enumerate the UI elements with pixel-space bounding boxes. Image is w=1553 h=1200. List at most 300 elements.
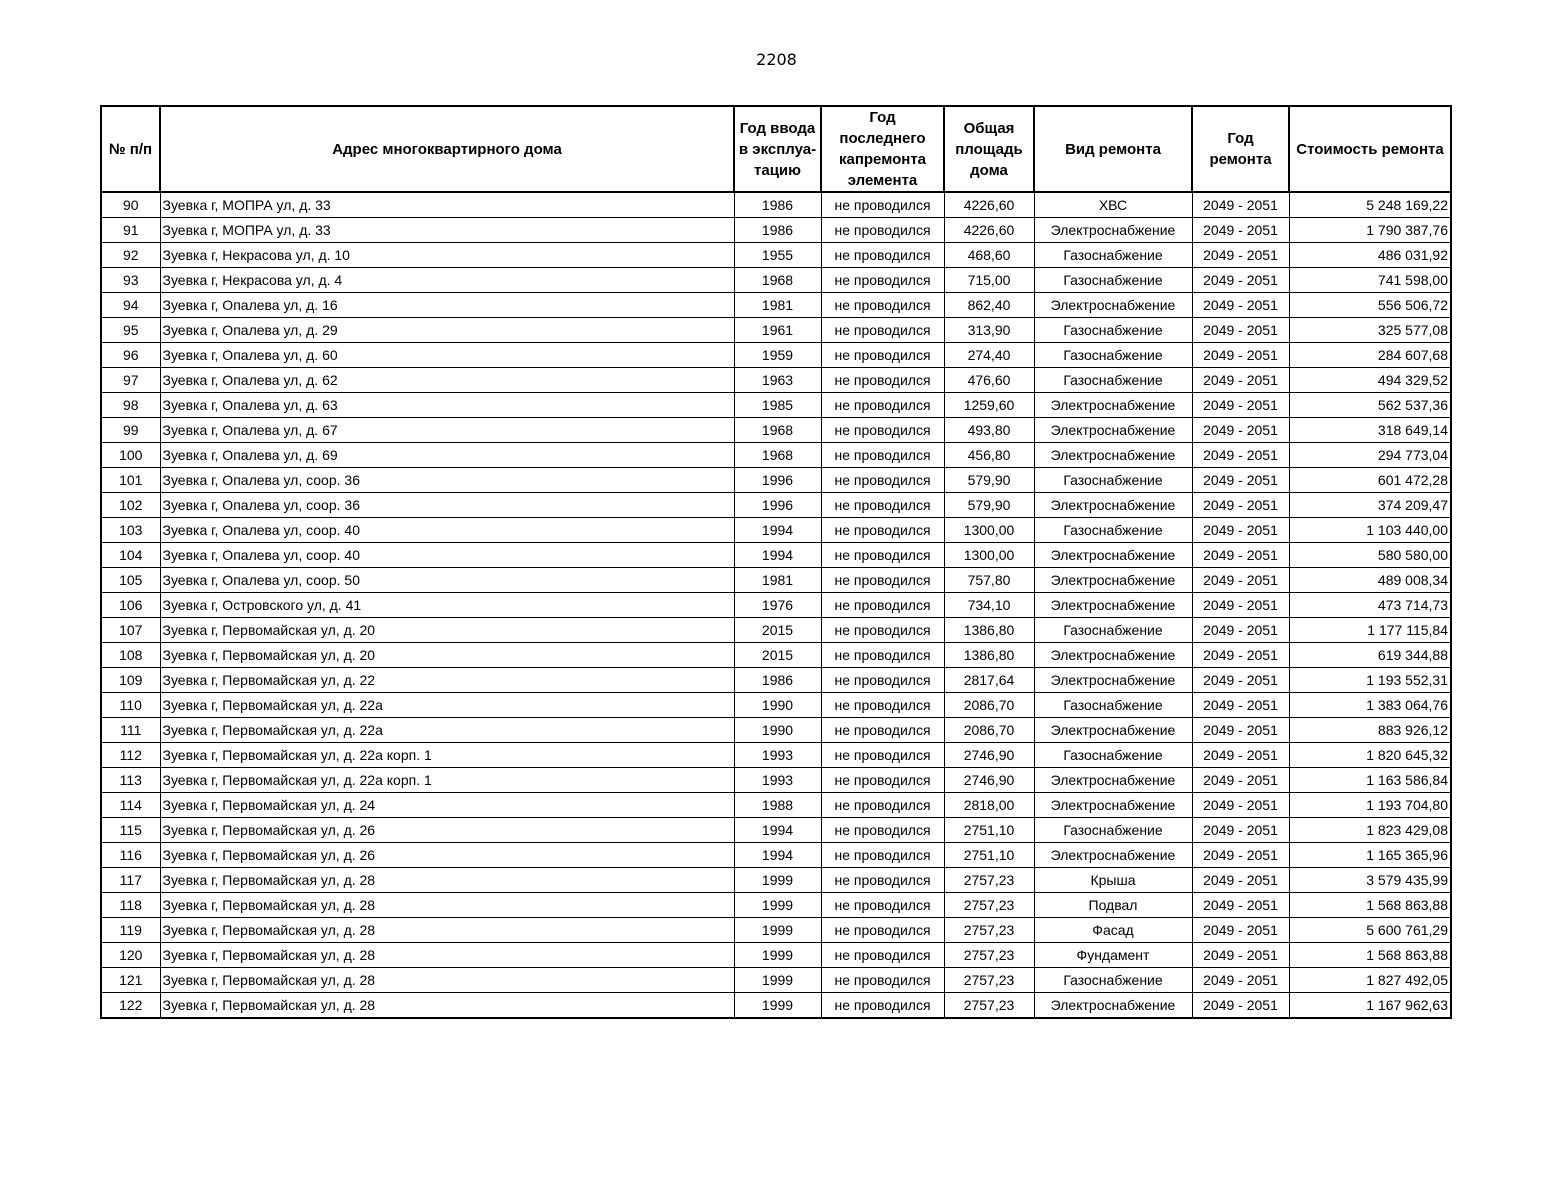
cell-year-built: 1986 [734,668,821,693]
cell-num: 121 [101,968,160,993]
cell-year-built: 1996 [734,493,821,518]
cell-repair-type: Электроснабжение [1034,593,1192,618]
cell-year-built: 1990 [734,718,821,743]
cell-num: 95 [101,318,160,343]
cell-address: Зуевка г, Первомайская ул, д. 28 [160,943,734,968]
cell-repair-period: 2049 - 2051 [1192,493,1289,518]
cell-cost: 3 579 435,99 [1289,868,1451,893]
table-row [101,343,1451,368]
cell-num: 113 [101,768,160,793]
cell-address: Зуевка г, Опалева ул, соор. 40 [160,518,734,543]
header-area: Общая площадь дома [944,106,1034,192]
cell-cost: 1 167 962,63 [1289,993,1451,1019]
cell-cost: 580 580,00 [1289,543,1451,568]
header-last-repair: Год последнего капремонта элемента [821,106,944,192]
cell-num: 96 [101,343,160,368]
cell-last-repair: не проводился [821,968,944,993]
cell-year-built: 1999 [734,993,821,1019]
cell-area: 579,90 [944,468,1034,493]
cell-last-repair: не проводился [821,393,944,418]
cell-cost: 325 577,08 [1289,318,1451,343]
cell-last-repair: не проводился [821,768,944,793]
cell-cost: 1 193 704,80 [1289,793,1451,818]
cell-year-built: 1986 [734,192,821,218]
cell-repair-type: Электроснабжение [1034,668,1192,693]
cell-cost: 601 472,28 [1289,468,1451,493]
cell-year-built: 1988 [734,793,821,818]
cell-area: 468,60 [944,243,1034,268]
cell-year-built: 1994 [734,543,821,568]
cell-year-built: 1985 [734,393,821,418]
cell-cost: 294 773,04 [1289,443,1451,468]
cell-repair-period: 2049 - 2051 [1192,943,1289,968]
cell-last-repair: не проводился [821,468,944,493]
cell-cost: 1 820 645,32 [1289,743,1451,768]
cell-year-built: 1986 [734,218,821,243]
cell-repair-type: Газоснабжение [1034,743,1192,768]
cell-num: 107 [101,618,160,643]
cell-cost: 619 344,88 [1289,643,1451,668]
cell-repair-type: Газоснабжение [1034,693,1192,718]
cell-last-repair: не проводился [821,743,944,768]
cell-num: 104 [101,543,160,568]
cell-address: Зуевка г, Опалева ул, д. 60 [160,343,734,368]
cell-year-built: 1994 [734,818,821,843]
cell-area: 757,80 [944,568,1034,593]
cell-repair-period: 2049 - 2051 [1192,243,1289,268]
cell-year-built: 1968 [734,418,821,443]
cell-repair-period: 2049 - 2051 [1192,718,1289,743]
cell-num: 114 [101,793,160,818]
cell-year-built: 1994 [734,518,821,543]
cell-cost: 494 329,52 [1289,368,1451,393]
cell-year-built: 1968 [734,443,821,468]
cell-cost: 5 600 761,29 [1289,918,1451,943]
cell-last-repair: не проводился [821,418,944,443]
cell-repair-type: Электроснабжение [1034,293,1192,318]
cell-area: 2746,90 [944,768,1034,793]
cell-last-repair: не проводился [821,843,944,868]
cell-area: 2751,10 [944,843,1034,868]
cell-year-built: 1999 [734,968,821,993]
header-cost: Стоимость ремонта [1289,106,1451,192]
cell-year-built: 1993 [734,743,821,768]
cell-last-repair: не проводился [821,543,944,568]
cell-area: 2757,23 [944,968,1034,993]
cell-num: 102 [101,493,160,518]
cell-address: Зуевка г, Первомайская ул, д. 22 [160,668,734,693]
cell-num: 94 [101,293,160,318]
cell-repair-period: 2049 - 2051 [1192,893,1289,918]
cell-repair-type: Газоснабжение [1034,518,1192,543]
cell-cost: 486 031,92 [1289,243,1451,268]
header-year-built: Год ввода в эксплуа-тацию [734,106,821,192]
cell-repair-type: Газоснабжение [1034,468,1192,493]
table-body [101,192,1451,1018]
cell-repair-period: 2049 - 2051 [1192,843,1289,868]
cell-repair-period: 2049 - 2051 [1192,393,1289,418]
cell-num: 118 [101,893,160,918]
cell-address: Зуевка г, МОПРА ул, д. 33 [160,218,734,243]
cell-area: 313,90 [944,318,1034,343]
cell-repair-period: 2049 - 2051 [1192,543,1289,568]
cell-cost: 374 209,47 [1289,493,1451,518]
cell-area: 2757,23 [944,943,1034,968]
cell-repair-period: 2049 - 2051 [1192,618,1289,643]
cell-repair-type: ХВС [1034,192,1192,218]
cell-year-built: 1999 [734,943,821,968]
cell-last-repair: не проводился [821,993,944,1019]
cell-repair-period: 2049 - 2051 [1192,518,1289,543]
cell-area: 1259,60 [944,393,1034,418]
cell-repair-type: Газоснабжение [1034,968,1192,993]
cell-last-repair: не проводился [821,668,944,693]
cell-year-built: 1976 [734,593,821,618]
table-row [101,243,1451,268]
cell-cost: 318 649,14 [1289,418,1451,443]
cell-cost: 1 177 115,84 [1289,618,1451,643]
cell-repair-type: Электроснабжение [1034,768,1192,793]
cell-year-built: 1999 [734,918,821,943]
cell-last-repair: не проводился [821,918,944,943]
cell-repair-type: Газоснабжение [1034,618,1192,643]
cell-repair-period: 2049 - 2051 [1192,818,1289,843]
cell-num: 98 [101,393,160,418]
cell-num: 112 [101,743,160,768]
cell-repair-period: 2049 - 2051 [1192,343,1289,368]
cell-area: 4226,60 [944,192,1034,218]
cell-repair-period: 2049 - 2051 [1192,368,1289,393]
cell-last-repair: не проводился [821,643,944,668]
cell-year-built: 1996 [734,468,821,493]
cell-repair-period: 2049 - 2051 [1192,468,1289,493]
table-row [101,268,1451,293]
cell-address: Зуевка г, Первомайская ул, д. 22а [160,693,734,718]
cell-cost: 1 568 863,88 [1289,943,1451,968]
cell-last-repair: не проводился [821,793,944,818]
table-row [101,543,1451,568]
cell-repair-period: 2049 - 2051 [1192,418,1289,443]
cell-last-repair: не проводился [821,518,944,543]
cell-last-repair: не проводился [821,618,944,643]
cell-last-repair: не проводился [821,443,944,468]
cell-area: 1386,80 [944,643,1034,668]
cell-area: 579,90 [944,493,1034,518]
cell-repair-type: Газоснабжение [1034,268,1192,293]
cell-address: Зуевка г, Первомайская ул, д. 26 [160,843,734,868]
cell-repair-period: 2049 - 2051 [1192,993,1289,1019]
table-row [101,643,1451,668]
cell-num: 115 [101,818,160,843]
cell-year-built: 1990 [734,693,821,718]
cell-area: 2757,23 [944,868,1034,893]
cell-num: 120 [101,943,160,968]
cell-num: 108 [101,643,160,668]
cell-num: 100 [101,443,160,468]
cell-cost: 5 248 169,22 [1289,192,1451,218]
cell-last-repair: не проводился [821,718,944,743]
table-row [101,393,1451,418]
cell-repair-type: Электроснабжение [1034,393,1192,418]
table-row [101,443,1451,468]
cell-repair-type: Газоснабжение [1034,318,1192,343]
cell-repair-type: Электроснабжение [1034,843,1192,868]
cell-area: 2757,23 [944,918,1034,943]
header-repair-period: Год ремонта [1192,106,1289,192]
table-header [101,106,1451,192]
cell-address: Зуевка г, Первомайская ул, д. 22а корп. 1 [160,768,734,793]
cell-repair-period: 2049 - 2051 [1192,793,1289,818]
cell-address: Зуевка г, Первомайская ул, д. 26 [160,818,734,843]
cell-address: Зуевка г, Первомайская ул, д. 22а корп. 1 [160,743,734,768]
cell-area: 493,80 [944,418,1034,443]
cell-year-built: 1993 [734,768,821,793]
table-row [101,943,1451,968]
cell-num: 109 [101,668,160,693]
cell-last-repair: не проводился [821,943,944,968]
table-row [101,418,1451,443]
cell-area: 715,00 [944,268,1034,293]
table-row [101,843,1451,868]
cell-repair-period: 2049 - 2051 [1192,218,1289,243]
cell-num: 93 [101,268,160,293]
cell-num: 117 [101,868,160,893]
cell-address: Зуевка г, Опалева ул, д. 69 [160,443,734,468]
cell-cost: 1 193 552,31 [1289,668,1451,693]
cell-cost: 1 790 387,76 [1289,218,1451,243]
cell-address: Зуевка г, Опалева ул, д. 16 [160,293,734,318]
cell-cost: 562 537,36 [1289,393,1451,418]
cell-address: Зуевка г, Первомайская ул, д. 28 [160,918,734,943]
table-row [101,693,1451,718]
cell-area: 2818,00 [944,793,1034,818]
cell-address: Зуевка г, Первомайская ул, д. 28 [160,968,734,993]
cell-cost: 1 165 365,96 [1289,843,1451,868]
header-row [101,106,1451,192]
cell-address: Зуевка г, Первомайская ул, д. 28 [160,993,734,1019]
cell-address: Зуевка г, Островского ул, д. 41 [160,593,734,618]
cell-num: 122 [101,993,160,1019]
cell-repair-period: 2049 - 2051 [1192,593,1289,618]
cell-repair-type: Газоснабжение [1034,818,1192,843]
cell-num: 111 [101,718,160,743]
cell-area: 2746,90 [944,743,1034,768]
cell-repair-period: 2049 - 2051 [1192,293,1289,318]
cell-area: 4226,60 [944,218,1034,243]
table-row [101,968,1451,993]
table-row [101,993,1451,1019]
cell-last-repair: не проводился [821,268,944,293]
cell-area: 2086,70 [944,693,1034,718]
cell-area: 274,40 [944,343,1034,368]
cell-repair-type: Газоснабжение [1034,368,1192,393]
cell-address: Зуевка г, Некрасова ул, д. 10 [160,243,734,268]
table-row [101,768,1451,793]
cell-area: 1300,00 [944,518,1034,543]
cell-repair-period: 2049 - 2051 [1192,868,1289,893]
table-row [101,468,1451,493]
cell-repair-period: 2049 - 2051 [1192,918,1289,943]
cell-cost: 489 008,34 [1289,568,1451,593]
cell-cost: 1 163 586,84 [1289,768,1451,793]
cell-cost: 741 598,00 [1289,268,1451,293]
cell-num: 103 [101,518,160,543]
cell-cost: 1 383 064,76 [1289,693,1451,718]
cell-address: Зуевка г, Опалева ул, соор. 50 [160,568,734,593]
cell-cost: 1 823 429,08 [1289,818,1451,843]
cell-address: Зуевка г, Опалева ул, соор. 40 [160,543,734,568]
cell-area: 456,80 [944,443,1034,468]
cell-area: 2751,10 [944,818,1034,843]
cell-last-repair: не проводился [821,893,944,918]
table-row [101,893,1451,918]
repair-schedule-table [100,105,1452,1019]
cell-num: 105 [101,568,160,593]
table-row [101,793,1451,818]
cell-address: Зуевка г, Первомайская ул, д. 28 [160,868,734,893]
cell-area: 476,60 [944,368,1034,393]
cell-repair-period: 2049 - 2051 [1192,643,1289,668]
cell-year-built: 1961 [734,318,821,343]
cell-address: Зуевка г, МОПРА ул, д. 33 [160,192,734,218]
table-row [101,368,1451,393]
cell-year-built: 2015 [734,643,821,668]
cell-repair-type: Электроснабжение [1034,568,1192,593]
page-number: 2208 [756,50,797,69]
cell-year-built: 1963 [734,368,821,393]
cell-area: 734,10 [944,593,1034,618]
cell-address: Зуевка г, Некрасова ул, д. 4 [160,268,734,293]
table-row [101,668,1451,693]
cell-repair-period: 2049 - 2051 [1192,192,1289,218]
cell-repair-period: 2049 - 2051 [1192,743,1289,768]
cell-last-repair: не проводился [821,343,944,368]
cell-address: Зуевка г, Опалева ул, соор. 36 [160,468,734,493]
cell-num: 116 [101,843,160,868]
cell-repair-period: 2049 - 2051 [1192,568,1289,593]
cell-address: Зуевка г, Первомайская ул, д. 22а [160,718,734,743]
cell-repair-type: Электроснабжение [1034,218,1192,243]
table-row [101,818,1451,843]
table-row [101,918,1451,943]
table-row [101,218,1451,243]
cell-repair-period: 2049 - 2051 [1192,768,1289,793]
table-row [101,318,1451,343]
cell-num: 99 [101,418,160,443]
cell-repair-type: Подвал [1034,893,1192,918]
cell-year-built: 1999 [734,893,821,918]
cell-area: 1300,00 [944,543,1034,568]
cell-year-built: 1955 [734,243,821,268]
cell-year-built: 1981 [734,293,821,318]
table-row [101,618,1451,643]
cell-cost: 1 827 492,05 [1289,968,1451,993]
cell-repair-type: Электроснабжение [1034,443,1192,468]
table-row [101,518,1451,543]
cell-last-repair: не проводился [821,593,944,618]
table-row [101,192,1451,218]
cell-repair-type: Электроснабжение [1034,718,1192,743]
cell-repair-type: Электроснабжение [1034,543,1192,568]
cell-last-repair: не проводился [821,192,944,218]
cell-cost: 556 506,72 [1289,293,1451,318]
table-row [101,868,1451,893]
cell-num: 97 [101,368,160,393]
cell-address: Зуевка г, Первомайская ул, д. 20 [160,618,734,643]
cell-area: 862,40 [944,293,1034,318]
table-row [101,743,1451,768]
header-address: Адрес многоквартирного дома [160,106,734,192]
cell-area: 1386,80 [944,618,1034,643]
cell-year-built: 1981 [734,568,821,593]
cell-repair-type: Крыша [1034,868,1192,893]
cell-repair-type: Электроснабжение [1034,418,1192,443]
cell-last-repair: не проводился [821,693,944,718]
cell-repair-period: 2049 - 2051 [1192,443,1289,468]
cell-year-built: 1968 [734,268,821,293]
cell-repair-type: Электроснабжение [1034,643,1192,668]
cell-num: 91 [101,218,160,243]
cell-year-built: 1994 [734,843,821,868]
table-row [101,293,1451,318]
cell-cost: 473 714,73 [1289,593,1451,618]
table-row [101,493,1451,518]
cell-area: 2817,64 [944,668,1034,693]
cell-repair-period: 2049 - 2051 [1192,268,1289,293]
cell-num: 92 [101,243,160,268]
cell-repair-type: Электроснабжение [1034,493,1192,518]
cell-year-built: 1999 [734,868,821,893]
cell-cost: 883 926,12 [1289,718,1451,743]
cell-address: Зуевка г, Опалева ул, соор. 36 [160,493,734,518]
cell-last-repair: не проводился [821,243,944,268]
cell-cost: 284 607,68 [1289,343,1451,368]
cell-repair-period: 2049 - 2051 [1192,318,1289,343]
cell-repair-type: Фундамент [1034,943,1192,968]
cell-last-repair: не проводился [821,868,944,893]
cell-area: 2757,23 [944,993,1034,1019]
cell-num: 101 [101,468,160,493]
header-num: № п/п [101,106,160,192]
cell-num: 110 [101,693,160,718]
table-row [101,718,1451,743]
cell-year-built: 1959 [734,343,821,368]
cell-year-built: 2015 [734,618,821,643]
cell-num: 90 [101,192,160,218]
cell-last-repair: не проводился [821,293,944,318]
cell-last-repair: не проводился [821,318,944,343]
table-row [101,568,1451,593]
cell-last-repair: не проводился [821,368,944,393]
cell-last-repair: не проводился [821,568,944,593]
cell-repair-type: Фасад [1034,918,1192,943]
cell-cost: 1 103 440,00 [1289,518,1451,543]
cell-num: 119 [101,918,160,943]
cell-repair-type: Электроснабжение [1034,793,1192,818]
cell-address: Зуевка г, Первомайская ул, д. 20 [160,643,734,668]
cell-address: Зуевка г, Опалева ул, д. 63 [160,393,734,418]
cell-repair-period: 2049 - 2051 [1192,668,1289,693]
cell-last-repair: не проводился [821,493,944,518]
cell-address: Зуевка г, Первомайская ул, д. 24 [160,793,734,818]
cell-address: Зуевка г, Опалева ул, д. 29 [160,318,734,343]
cell-num: 106 [101,593,160,618]
cell-last-repair: не проводился [821,818,944,843]
cell-area: 2086,70 [944,718,1034,743]
cell-address: Зуевка г, Первомайская ул, д. 28 [160,893,734,918]
cell-address: Зуевка г, Опалева ул, д. 67 [160,418,734,443]
table-row [101,593,1451,618]
